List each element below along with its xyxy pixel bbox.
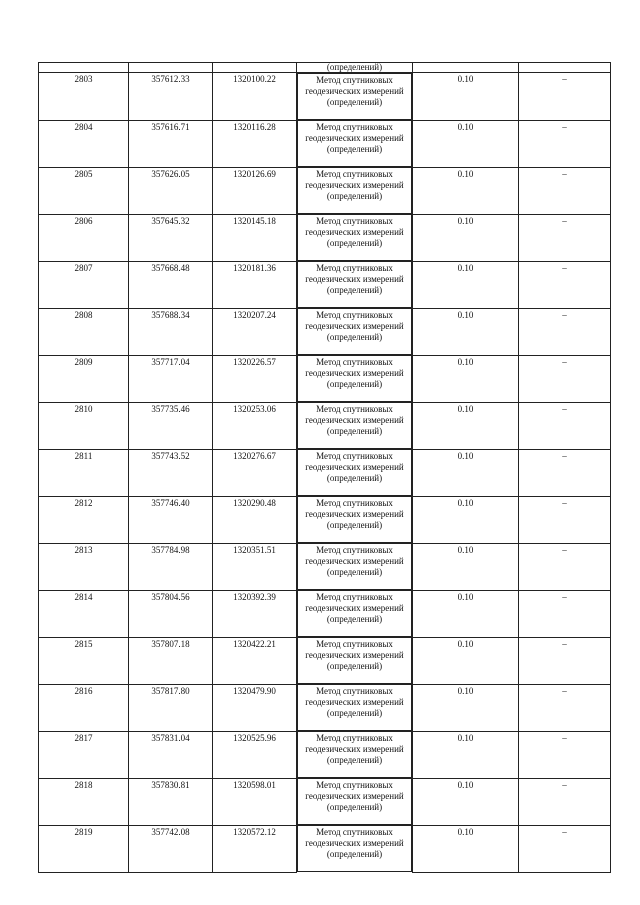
table-row xyxy=(39,73,611,121)
table-row xyxy=(39,731,611,778)
note-cell: – xyxy=(519,684,611,731)
x-cell: 357830.81 xyxy=(129,778,213,825)
coordinates-table xyxy=(38,62,611,873)
note-cell: – xyxy=(519,402,611,449)
point-cell: 2816 xyxy=(39,684,129,731)
point-cell: 2815 xyxy=(39,637,129,684)
method-cell: Метод спутниковых геодезических измерений (определений) xyxy=(297,167,412,214)
accuracy-cell: 0.10 xyxy=(413,684,519,731)
x-cell: 357784.98 xyxy=(129,543,213,590)
y-cell: 1320351.51 xyxy=(213,543,297,590)
method-cell: Метод спутниковых геодезических измерений (определений) xyxy=(297,355,412,402)
y-cell: 1320525.96 xyxy=(213,731,297,778)
accuracy-cell: 0.10 xyxy=(413,355,519,402)
y-cell: 1320116.28 xyxy=(213,120,297,167)
accuracy-cell: 0.10 xyxy=(413,543,519,590)
note-cell: – xyxy=(519,778,611,825)
accuracy-cell: 0.10 xyxy=(413,308,519,355)
table-row xyxy=(39,402,611,449)
method-cell: Метод спутниковых геодезических измерений (определений) xyxy=(297,590,412,637)
x-cell: 357717.04 xyxy=(129,355,213,402)
point-cell: 2812 xyxy=(39,496,129,543)
accuracy-cell: 0.10 xyxy=(413,261,519,308)
y-cell: 1320598.01 xyxy=(213,778,297,825)
point-cell: 2807 xyxy=(39,261,129,308)
point-cell: 2806 xyxy=(39,214,129,261)
accuracy-cell: 0.10 xyxy=(413,120,519,167)
y-cell: 1320145.18 xyxy=(213,214,297,261)
method-cell: Метод спутниковых геодезических измерений (определений) xyxy=(297,825,412,872)
method-cell: Метод спутниковых геодезических измерений (определений) xyxy=(297,637,412,684)
y-cell: 1320290.48 xyxy=(213,496,297,543)
y-cell: 1320253.06 xyxy=(213,402,297,449)
x-cell: 357616.71 xyxy=(129,120,213,167)
y-cell xyxy=(213,63,297,73)
method-cell: Метод спутниковых геодезических измерений (определений) xyxy=(297,684,412,731)
x-cell: 357743.52 xyxy=(129,449,213,496)
table-row xyxy=(39,778,611,825)
note-cell: – xyxy=(519,825,611,872)
y-cell: 1320181.36 xyxy=(213,261,297,308)
x-cell: 357742.08 xyxy=(129,825,213,872)
accuracy-cell: 0.10 xyxy=(413,590,519,637)
table-row xyxy=(39,496,611,543)
method-cell: Метод спутниковых геодезических измерений (определений) xyxy=(297,496,412,543)
y-cell: 1320392.39 xyxy=(213,590,297,637)
method-cell: Метод спутниковых геодезических измерений (определений) xyxy=(297,543,412,590)
note-cell: – xyxy=(519,731,611,778)
y-cell: 1320572.12 xyxy=(213,825,297,872)
point-cell: 2819 xyxy=(39,825,129,872)
table-row xyxy=(39,825,611,872)
method-cell: Метод спутниковых геодезических измерений (определений) xyxy=(297,449,412,496)
note-cell: – xyxy=(519,496,611,543)
note-cell: – xyxy=(519,449,611,496)
table-row xyxy=(39,167,611,214)
note-cell: – xyxy=(519,543,611,590)
method-cell: Метод спутниковых геодезических измерений (определений) xyxy=(297,778,412,825)
accuracy-cell: 0.10 xyxy=(413,731,519,778)
point-cell: 2814 xyxy=(39,590,129,637)
note-cell: – xyxy=(519,590,611,637)
continuation-row xyxy=(39,63,611,73)
table-row xyxy=(39,355,611,402)
method-cell: Метод спутниковых геодезических измерений (определений) xyxy=(297,731,412,778)
note-cell: – xyxy=(519,73,611,121)
table-row xyxy=(39,637,611,684)
x-cell: 357668.48 xyxy=(129,261,213,308)
x-cell: 357612.33 xyxy=(129,73,213,121)
accuracy-cell: 0.10 xyxy=(413,402,519,449)
y-cell: 1320422.21 xyxy=(213,637,297,684)
point-cell: 2817 xyxy=(39,731,129,778)
method-cell: Метод спутниковых геодезических измерений (определений) xyxy=(297,402,412,449)
point-cell xyxy=(39,63,129,73)
y-cell: 1320276.67 xyxy=(213,449,297,496)
note-cell: – xyxy=(519,214,611,261)
x-cell xyxy=(129,63,213,73)
table-row xyxy=(39,120,611,167)
point-cell: 2810 xyxy=(39,402,129,449)
x-cell: 357804.56 xyxy=(129,590,213,637)
note-cell: – xyxy=(519,120,611,167)
note-cell: – xyxy=(519,261,611,308)
y-cell: 1320479.90 xyxy=(213,684,297,731)
accuracy-cell: 0.10 xyxy=(413,778,519,825)
point-cell: 2811 xyxy=(39,449,129,496)
accuracy-cell: 0.10 xyxy=(413,214,519,261)
accuracy-cell: 0.10 xyxy=(413,496,519,543)
method-cell: Метод спутниковых геодезических измерений (определений) xyxy=(297,120,412,167)
point-cell: 2818 xyxy=(39,778,129,825)
y-cell: 1320100.22 xyxy=(213,73,297,121)
x-cell: 357746.40 xyxy=(129,496,213,543)
x-cell: 357807.18 xyxy=(129,637,213,684)
table-row xyxy=(39,684,611,731)
y-cell: 1320207.24 xyxy=(213,308,297,355)
point-cell: 2813 xyxy=(39,543,129,590)
note-cell xyxy=(519,63,611,73)
x-cell: 357817.80 xyxy=(129,684,213,731)
accuracy-cell: 0.10 xyxy=(413,825,519,872)
note-cell: – xyxy=(519,167,611,214)
y-cell: 1320226.57 xyxy=(213,355,297,402)
table-row xyxy=(39,214,611,261)
y-cell: 1320126.69 xyxy=(213,167,297,214)
x-cell: 357645.32 xyxy=(129,214,213,261)
method-cell: (определений) xyxy=(297,63,413,73)
table-row xyxy=(39,261,611,308)
table-row xyxy=(39,590,611,637)
point-cell: 2803 xyxy=(39,73,129,121)
method-cell: Метод спутниковых геодезических измерений (определений) xyxy=(297,214,412,261)
x-cell: 357735.46 xyxy=(129,402,213,449)
table-row xyxy=(39,543,611,590)
accuracy-cell: 0.10 xyxy=(413,637,519,684)
x-cell: 357626.05 xyxy=(129,167,213,214)
table-body xyxy=(39,63,611,873)
note-cell: – xyxy=(519,308,611,355)
table-row xyxy=(39,449,611,496)
accuracy-cell: 0.10 xyxy=(413,73,519,121)
method-cell: Метод спутниковых геодезических измерений (определений) xyxy=(297,73,412,120)
note-cell: – xyxy=(519,637,611,684)
method-cell: Метод спутниковых геодезических измерений (определений) xyxy=(297,261,412,308)
table-row xyxy=(39,308,611,355)
point-cell: 2808 xyxy=(39,308,129,355)
point-cell: 2805 xyxy=(39,167,129,214)
x-cell: 357831.04 xyxy=(129,731,213,778)
accuracy-cell: 0.10 xyxy=(413,449,519,496)
point-cell: 2804 xyxy=(39,120,129,167)
accuracy-cell: 0.10 xyxy=(413,167,519,214)
note-cell: – xyxy=(519,355,611,402)
x-cell: 357688.34 xyxy=(129,308,213,355)
method-cell: Метод спутниковых геодезических измерений (определений) xyxy=(297,308,412,355)
accuracy-cell xyxy=(413,63,519,73)
point-cell: 2809 xyxy=(39,355,129,402)
